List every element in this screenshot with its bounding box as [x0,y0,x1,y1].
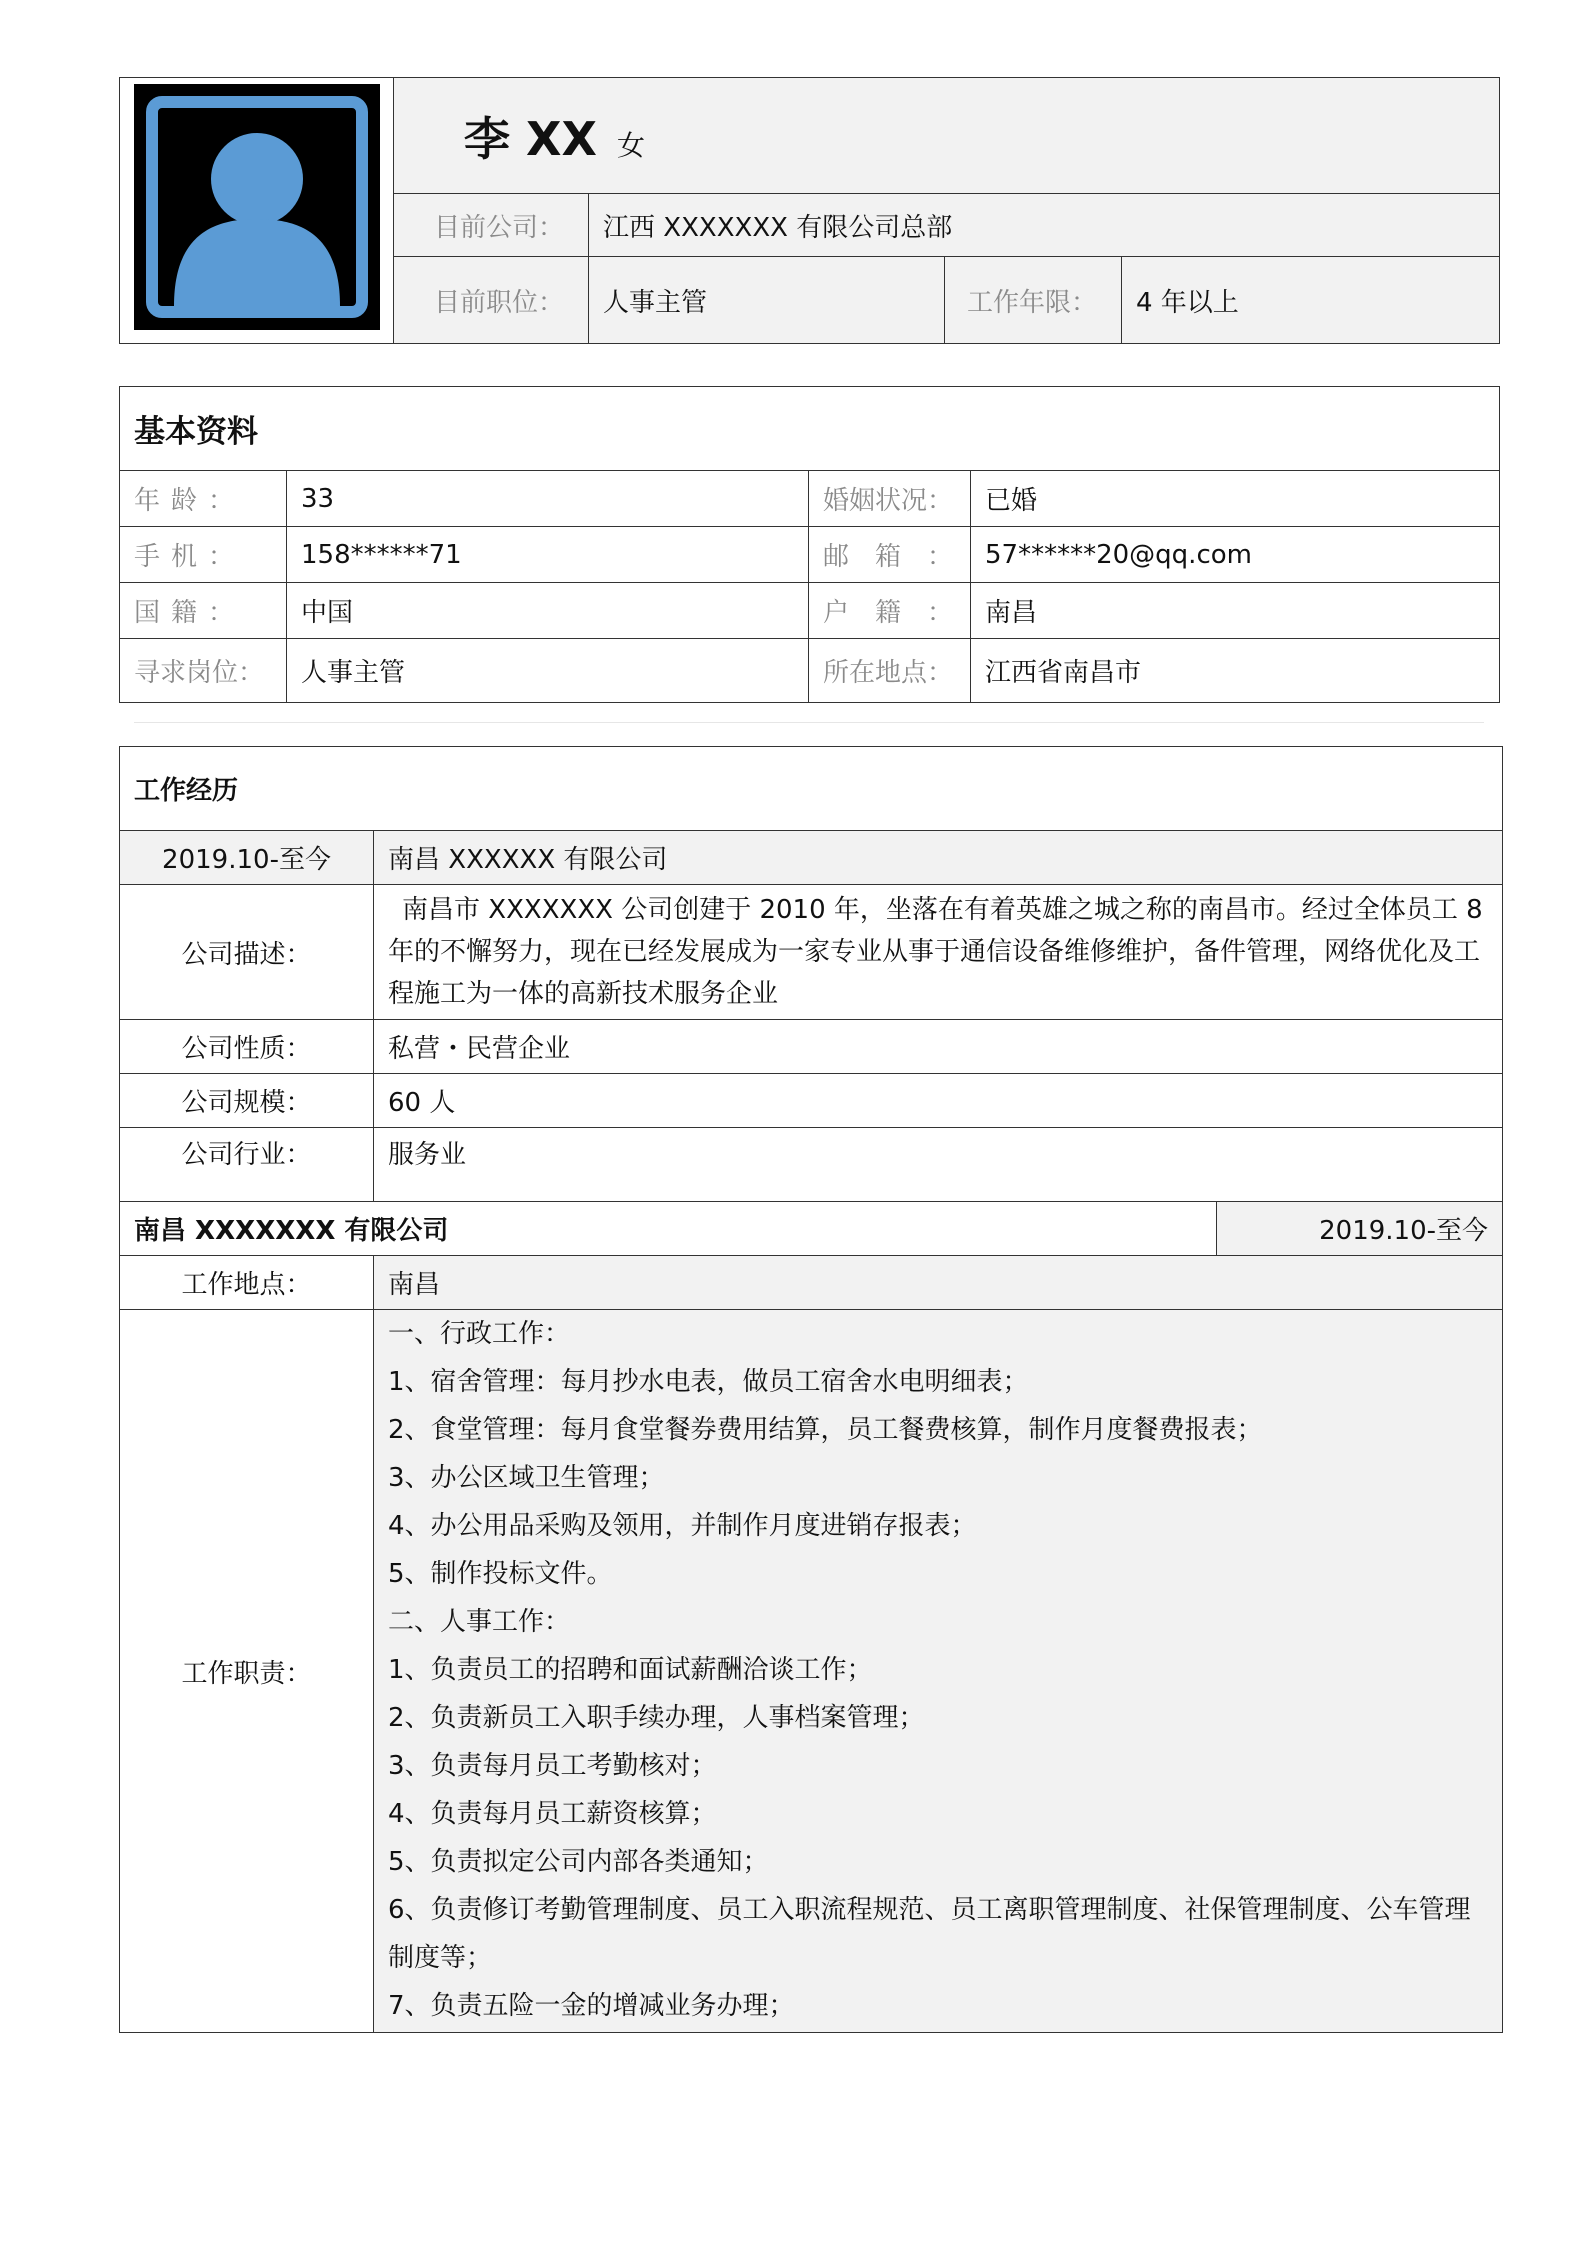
duty-line: 5、制作投标文件。 [388,1559,613,1589]
location-label: 所在地点： [809,639,971,703]
company-nature-value: 私营・民营企业 [374,1020,1503,1074]
company-nature-label: 公司性质： [120,1020,374,1074]
company-name: 南昌 XXXXXX 有限公司 [374,831,1503,885]
company-scale-value: 60 人 [374,1074,1503,1128]
email-label: 邮箱： [809,527,971,583]
work-years-label: 工作年限： [945,257,1122,344]
candidate-gender: 女 [616,128,645,162]
current-company-value: 江西 XXXXXXX 有限公司总部 [589,194,1500,257]
job-duties-label: 工作职责： [120,1310,374,2033]
work-experience-table [119,746,1503,2033]
basic-info-title: 基本资料 [120,387,1500,471]
age-value: 33 [287,471,809,527]
duty-line: 4、办公用品采购及领用，并制作月度进销存报表； [388,1511,977,1541]
phone-value: 158******71 [287,527,809,583]
seeking-position-label: 寻求岗位： [120,639,287,703]
duty-line: 2、负责新员工入职手续办理，人事档案管理； [388,1703,925,1733]
work-years-value: 4 年以上 [1122,257,1500,344]
job-location-value: 南昌 [374,1256,1503,1310]
email-value: 57******20@qq.com [971,527,1500,583]
current-position-value: 人事主管 [589,257,945,344]
name-cell [394,78,1500,194]
phone-label: 手机： [120,527,287,583]
candidate-name: 李 XX [464,111,597,166]
current-position-label: 目前职位： [394,257,589,344]
nationality-label: 国籍： [120,583,287,639]
company-desc-label: 公司描述： [120,885,374,1020]
marital-label: 婚姻状况： [809,471,971,527]
nationality-value: 中国 [287,583,809,639]
basic-info-table [119,386,1500,703]
current-company-label: 目前公司： [394,194,589,257]
marital-value: 已婚 [971,471,1500,527]
duty-line: 6、负责修订考勤管理制度、员工入职流程规范、员工离职管理制度、社保管理制度、公车管理制度等； [388,1895,1471,1973]
duty-line: 2、食堂管理：每月食堂餐券费用结算，员工餐费核算，制作月度餐费报表； [388,1415,1263,1445]
work-experience-title: 工作经历 [120,747,1503,831]
company-scale-label: 公司规模： [120,1074,374,1128]
duty-line: 3、负责每月员工考勤核对； [388,1751,717,1781]
avatar [120,78,394,344]
location-value: 江西省南昌市 [971,639,1500,703]
duty-line: 1、负责员工的招聘和面试薪酬洽谈工作； [388,1655,873,1685]
duty-line: 二、人事工作： [388,1607,571,1637]
job-company-name: 南昌 XXXXXXX 有限公司 [120,1202,1217,1256]
job-duties [374,1310,1503,2033]
duty-line: 1、宿舍管理：每月抄水电表，做员工宿舍水电明细表； [388,1367,1029,1397]
duty-line: 5、负责拟定公司内部各类通知； [388,1847,769,1877]
duty-line: 一、行政工作： [388,1319,571,1349]
profile-header [119,77,1500,344]
duty-line: 3、办公区域卫生管理； [388,1463,665,1493]
job-location-label: 工作地点： [120,1256,374,1310]
duty-line: 7、负责五险一金的增减业务办理； [388,1991,795,2021]
age-label: 年龄： [120,471,287,527]
seeking-position-value: 人事主管 [287,639,809,703]
job-period: 2019.10-至今 [1217,1202,1503,1256]
company-industry-value: 服务业 [374,1128,1503,1202]
company-industry-label: 公司行业： [120,1128,374,1202]
company-period: 2019.10-至今 [120,831,374,885]
user-avatar-icon [134,84,380,330]
company-desc-value: 南昌市 XXXXXXX 公司创建于 2010 年，坐落在有着英雄之城之称的南昌市。经过全体员工 8 年的不懈努力，现在已经发展成为一家专业从事于通信设备维修维护，备件管理，网络优化及工程施工为一体的高新技术服务企业 [374,885,1503,1020]
duty-line: 4、负责每月员工薪资核算； [388,1799,717,1829]
hukou-value: 南昌 [971,583,1500,639]
hukou-label: 户籍： [809,583,971,639]
section-divider [134,722,1484,723]
